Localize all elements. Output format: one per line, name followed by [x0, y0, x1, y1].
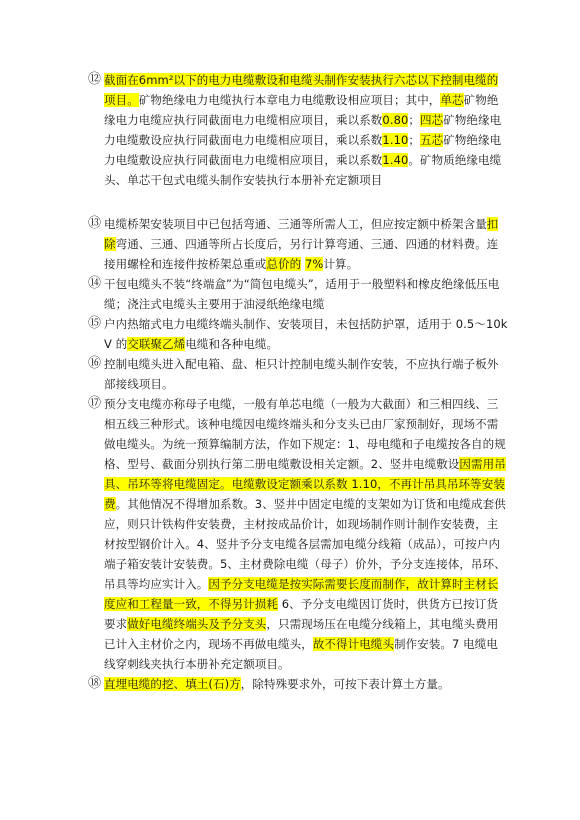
highlighted-text: 四芯 — [420, 113, 444, 127]
body-text: 6、予分支电缆因订货时，供货方已按订货要求 — [104, 597, 498, 631]
highlighted-text: 1.10 — [382, 133, 409, 147]
body-text: ； — [408, 133, 421, 147]
clause-14 — [88, 274, 508, 314]
clause-number: ⑭ — [88, 276, 102, 291]
body-text: 控制电缆头进入配电箱、盘、柜只计控制电缆头制作安装，不应执行端子板外部接线项目。 — [104, 357, 499, 391]
body-text: 。矿物质绝缘电缆头、单芯干包式电缆头制作安装执行本册补充定额项目 — [104, 153, 502, 187]
highlighted-text: 做好电缆终端头及予分支头 — [127, 617, 267, 631]
clause-text — [104, 70, 508, 190]
highlighted-text: 故不得计电缆头 — [312, 637, 395, 651]
body-text: ，只需现场压在电缆分线箱上，其电缆头费用已计入主材价之内，现场不再做电缆头， — [104, 617, 499, 651]
body-text: 弯通、三通、四通等所占长度后，另行计算弯通、三通、四通的材料费。连接用螺栓和连接件按桥架总重或 — [104, 237, 499, 271]
clause-17 — [88, 394, 508, 674]
highlighted-text: 1.40 — [382, 153, 409, 167]
highlighted-text: 0.80 — [382, 113, 409, 127]
body-text: 户内热缩式电力电缆终端头制作、安装项目，未包括防护罩，适用于 0.5～10kV 的 — [104, 317, 508, 351]
highlighted-text: 直埋电缆的挖、填土(石)方 — [104, 677, 241, 691]
highlighted-text: 7% — [304, 257, 324, 271]
body-text: 制作安装。7 电缆电线穿刺线夹执行本册补充定额项目。 — [104, 637, 498, 671]
body-text: 预分支电缆亦称母子电缆，一般有单芯电缆（一般为大截面）和三相四线、三相五线三种形式。该种电缆因电缆终端头和分支头已由厂家预制好，现场不需做电缆头。为统一预算编制方法，作如下规定：1、母电缆和子电缆按各自的规格、型号、截面分别执行第二册电缆敷设相关定额。2、竖井电缆敷设 — [104, 397, 506, 471]
clause-18 — [88, 674, 508, 694]
body-text: 。其他情况不得增加系数。3、竖井中固定电缆的支架如为订货和电缆成套供应，则只计铁构件安装费，主材按成品价计，如现场制作则计制作安装费，主材按型钢价计入。4、竖井予分支电缆各层需加电缆分线箱（成品），可按户内端子箱安装计安装费。5、主材费除电缆（母子）价外，予分支连接体，吊环、吊具等均应实计入。 — [104, 497, 506, 591]
clause-number: ⑰ — [88, 396, 102, 411]
clause-number: ⑱ — [88, 676, 102, 691]
clause-number: ⑮ — [88, 316, 102, 331]
clause-15 — [88, 314, 508, 354]
highlighted-text: 因予分支电缆是按实际需要长度而制作，故计算时主材长度应和工程量一致，不得另计损耗 — [104, 577, 499, 611]
clause-text — [104, 214, 508, 274]
body-text: 电缆桥架安装项目中已包括弯通、三通等所需人工，但应按定额中桥架含量 — [104, 217, 487, 231]
body-text: 矿物绝缘电力电缆应执行同截面电力电缆相应项目，乘以系数 — [104, 93, 499, 127]
clause-text — [104, 354, 508, 394]
clause-number: ⑫ — [88, 72, 102, 87]
clause-number: ⑬ — [88, 216, 102, 231]
body-text: 电缆和各种电缆。 — [185, 337, 279, 351]
clause-12 — [88, 70, 508, 190]
highlighted-text: 截面在6mm²以下的电力电缆敷设和电缆头制作安装执行六芯以下控制电缆的项目。 — [104, 73, 499, 107]
body-text: 干包电缆头不装“终端盒”为“简包电缆头”，适用于一般塑料和橡皮绝缘低压电缆；浇注式电缆头主要用于油浸纸绝缘电缆 — [104, 277, 500, 311]
body-text: 矿物绝缘电力电缆敷设应执行同截面电力电缆相应项目，乘以系数 — [104, 133, 502, 167]
body-text: 矿物绝缘电力电缆敷设应执行同截面电力电缆相应项目，乘以系数 — [104, 113, 502, 147]
clause-text — [104, 314, 508, 354]
clause-text — [104, 674, 508, 694]
clause-16 — [88, 354, 508, 394]
clause-number: ⑯ — [88, 356, 102, 371]
body-text: 计算。 — [323, 257, 359, 271]
highlighted-text: 交联聚乙烯 — [127, 337, 186, 351]
highlighted-text: 单芯 — [440, 93, 464, 107]
highlighted-text: 总价的 — [266, 257, 302, 271]
body-text: ； — [408, 113, 421, 127]
body-text: 矿物绝缘电力电缆执行本章电力电缆敷设相应项目；其中， — [138, 93, 441, 107]
highlighted-text: 五芯 — [420, 133, 444, 147]
clause-text — [104, 394, 508, 674]
body-text: ，除特殊要求外，可按下表计算土方量。 — [240, 677, 450, 691]
highlighted-text: 因需用吊具、吊环等将电缆固定。电缆敷设定额乘以系数 1.10，不再计吊具吊环等安装费 — [104, 457, 506, 511]
clause-13 — [88, 214, 508, 274]
clause-text — [104, 274, 508, 314]
highlighted-text: 扣除 — [104, 217, 499, 251]
